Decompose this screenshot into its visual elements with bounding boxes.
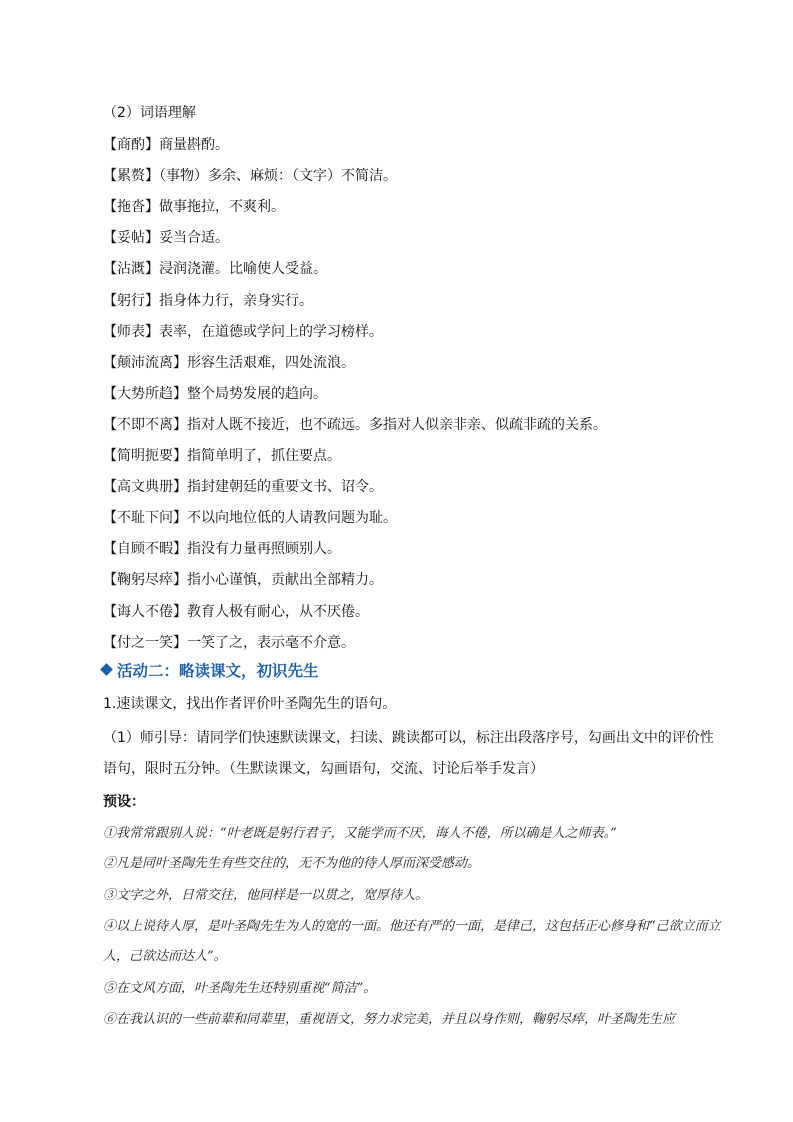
vocab-definition: 妥当合适。 — [159, 230, 229, 247]
vocab-item — [103, 197, 285, 217]
vocab-definition: 形容生活艰难，四处流浪。 — [187, 354, 355, 371]
vocab-item — [103, 570, 383, 590]
vocab-term: 【诲人不倦】 — [103, 603, 187, 620]
vocab-item — [103, 166, 397, 186]
vocab-item — [103, 602, 369, 622]
vocab-definition: 指小心谨慎，贡献出全部精力。 — [187, 572, 383, 589]
section-title: （2）词语理解 — [103, 105, 196, 121]
vocab-item — [103, 415, 607, 435]
vocab-item — [103, 291, 313, 311]
vocab-term: 【颠沛流离】 — [103, 354, 187, 371]
vocab-term: 【自顾不暇】 — [103, 541, 187, 558]
vocab-definition: 整个局势发展的趋向。 — [187, 385, 327, 402]
vocab-item — [103, 508, 397, 528]
vocab-item — [103, 259, 327, 279]
vocab-item — [103, 353, 355, 373]
quote-item: ②凡是同叶圣陶先生有些交往的，无不为他的待人厚而深受感动。 — [103, 856, 481, 871]
vocab-item — [103, 633, 355, 653]
vocab-definition: 指对人既不接近，也不疏远。多指对人似亲非亲、似疏非疏的关系。 — [187, 416, 607, 433]
vocab-definition: 指身体力行，亲身实行。 — [159, 292, 313, 309]
vocab-definition: 浸润浇灌。比喻使人受益。 — [159, 261, 327, 278]
quote-item: ⑤在文风方面，叶圣陶先生还特别重视“简洁”。 — [103, 981, 377, 996]
quote-item: ⑥在我认识的一些前辈和同辈里，重视语文，努力求完美，并且以身作则，鞠躬尽瘁，叶圣陶先生应 — [103, 1012, 676, 1027]
vocab-term: 【鞠躬尽瘁】 — [103, 572, 187, 589]
vocab-item — [103, 135, 229, 155]
vocab-definition: 商量斟酌。 — [159, 137, 229, 153]
vocab-definition: 指没有力量再照顾别人。 — [187, 541, 341, 558]
vocab-term: 【躬行】 — [103, 292, 159, 309]
vocab-term: 【累赘】 — [103, 168, 159, 185]
vocab-definition: 指封建朝廷的重要文书、诏令。 — [187, 479, 383, 496]
task-1: 1.速读课文，找出作者评价叶圣陶先生的语句。 — [103, 696, 397, 712]
vocab-term: 【大势所趋】 — [103, 385, 187, 402]
vocab-definition: 教育人极有耐心，从不厌倦。 — [187, 603, 369, 620]
vocab-item — [103, 477, 383, 497]
vocab-item — [103, 384, 327, 404]
vocab-term: 【不耻下问】 — [103, 510, 187, 527]
vocab-definition: （事物）多余、麻烦：（文字）不简洁。 — [159, 168, 397, 185]
vocab-item — [103, 322, 383, 342]
activity-heading-text: 活动二：略读课文，初识先生 — [117, 662, 319, 680]
vocab-item — [103, 446, 341, 466]
vocab-term: 【师表】 — [103, 323, 159, 340]
vocab-definition: 做事拖拉，不爽利。 — [159, 199, 285, 216]
vocab-term: 【不即不离】 — [103, 416, 187, 433]
activity-heading — [100, 660, 319, 682]
vocab-definition: 不以向地位低的人请教问题为耻。 — [187, 510, 397, 527]
vocab-term: 【付之一笑】 — [103, 634, 187, 651]
quote-item: ③文字之外，日常交往，他同样是一以贯之，宽厚待人。 — [103, 888, 429, 903]
diamond-bullet-icon — [100, 663, 113, 676]
vocab-term: 【妥帖】 — [103, 230, 159, 247]
preset-label: 预设： — [103, 794, 145, 810]
quote-item: ④以上说待人厚，是叶圣陶先生为人的宽的一面。他还有严的一面，是律己，这包括正心修身和“己欲立而立人，己欲达而达人”。 — [103, 919, 721, 964]
vocab-definition: 指简单明了，抓住要点。 — [187, 448, 341, 464]
guide-paragraph: （1）师引导：请同学们快速默读课文，扫读、跳读都可以，标注出段落序号，勾画出文中的评价性语句，限时五分钟。（生默读课文，勾画语句，交流、讨论后举手发言） — [103, 730, 714, 777]
vocab-item — [103, 228, 229, 248]
vocab-definition: 一笑了之，表示毫不介意。 — [187, 634, 355, 651]
vocab-term: 【拖沓】 — [103, 199, 159, 216]
vocab-term: 【高文典册】 — [103, 479, 187, 496]
vocab-term: 【沾溉】 — [103, 261, 159, 278]
vocab-item — [103, 539, 341, 559]
vocab-term: 【简明扼要】 — [103, 448, 187, 464]
quote-item: ①我常常跟别人说：“叶老既是躬行君子，又能学而不厌，诲人不倦，所以确是人之师表。” — [103, 826, 617, 841]
vocab-definition: 表率，在道德或学问上的学习榜样。 — [159, 323, 383, 340]
vocab-term: 【商酌】 — [103, 137, 159, 153]
